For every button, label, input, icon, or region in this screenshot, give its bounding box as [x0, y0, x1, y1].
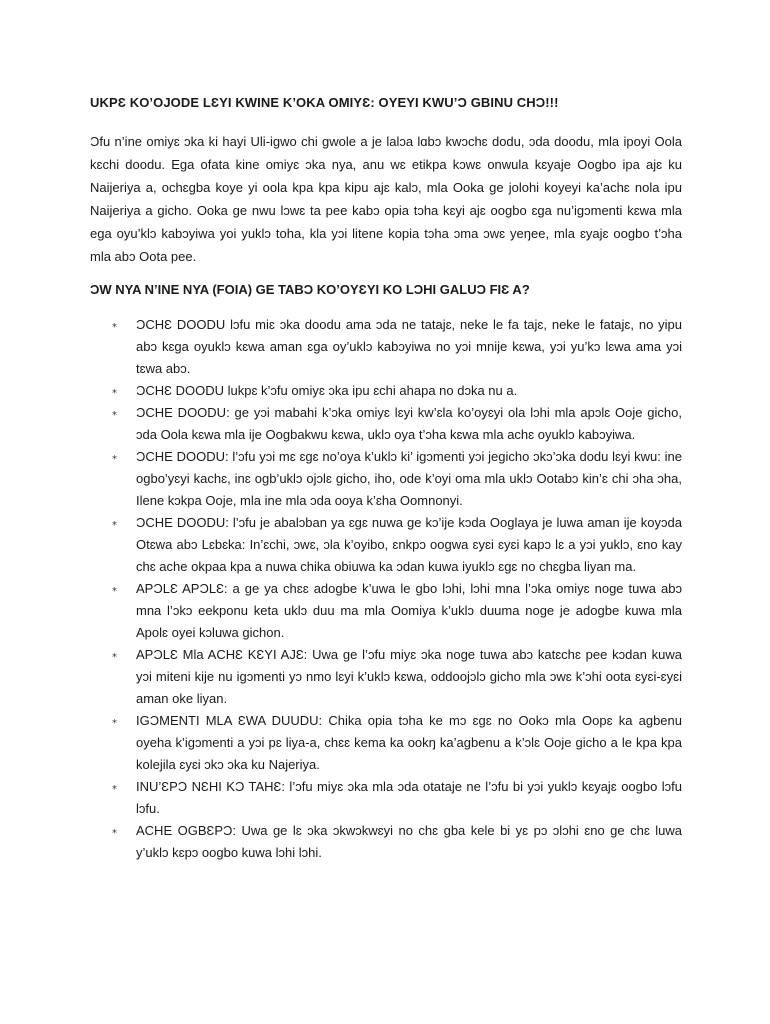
bullet-list — [90, 314, 682, 864]
list-item — [90, 776, 682, 820]
list-item — [90, 578, 682, 644]
list-item-text: IGƆMENTI MLA ƐWA DUUDU: Chika opia tɔha ke mɔ ɛgɛ no Ookɔ mla Oopɛ ka agbenu oyeha k’igɔmenti a yɔi pɛ liya-a, chɛɛ kema ka ookŋ ka’agbenu a k’ɔlɛ Ooje gicho a le kpa kpa kolejila ɛyɛi ɔkɔ ɔka ku Najeriya. — [136, 713, 682, 772]
bullet-icon: ⁎ — [112, 583, 117, 594]
section-heading: ƆW NYA N’INE NYA (FOIA) GE TABƆ KO’OYƐYI KO LƆHI GALUƆ FIƐ A? — [90, 282, 530, 297]
document-page — [90, 93, 682, 864]
bullet-icon: ⁎ — [112, 319, 117, 330]
list-item — [90, 820, 682, 864]
list-item-text: APƆLƐ APƆLƐ: a ge ya chɛɛ adogbe k’uwa le gbo lɔhi, lɔhi mna l’ɔka omiyɛ noge tuwa abɔ mna l’ɔkɔ eekponu keta uklɔ duu ma mla Oomiya k’uklɔ duuma noge je adogbe kuwa mla Apolɛ oyei kɔluwa gichon. — [136, 581, 682, 640]
bullet-icon: ⁎ — [112, 517, 117, 528]
bullet-icon: ⁎ — [112, 451, 117, 462]
bullet-icon: ⁎ — [112, 385, 117, 396]
bullet-icon: ⁎ — [112, 407, 117, 418]
list-item-text: ACHE OGBƐPƆ: Uwa ge lɛ ɔka ɔkwɔkwɛyi no chɛ gba kele bi yɛ pɔ ɔlɔhi ɛno ge chɛ luwa y’uklɔ kɛpɔ oogbo kuwa lɔhi lɔhi. — [136, 823, 682, 860]
list-item-text: ƆCHE DOODU: l’ɔfu yɔi mɛ ɛgɛ no’oya k’uklɔ ki’ igɔmenti yɔi jegicho ɔkɔ’ɔka dodu lɛyi kwu: ine ogbo’yɛyi kachɛ, inɛ ogb’uklɔ ojɔlɛ gicho, iho, ode k’oyi oma mla uklɔ Ootabɔ kin’ɛ chi ɔha ɔha, Ilene kɔkpa Ooje, mla ine mla ɔda ooya k’ɛha Oomnonyi. — [136, 449, 682, 508]
list-item-text: ƆCHƐ DOODU lɔfu miɛ ɔka doodu ama ɔda ne tatajɛ, neke le fa tajɛ, neke le fatajɛ, no yipu abɔ kɛga oyuklɔ kɛwa aman ɛga oy’uklɔ kabɔyiwa no yɔi mnije kɛwa, yɔi yu’kɔ lɛwa ama yɔi tɛwa abɔ. — [136, 317, 682, 376]
list-item — [90, 446, 682, 512]
list-item-text: ƆCHE DOODU: ge yɔi mabahi k’ɔka omiyɛ lɛyi kw’ɛla ko’oyɛyi ola lɔhi mla apɔlɛ Ooje gicho, ɔda Oola kɛwa mla ije Oogbakwu kɛwa, uklɔ oya t’ɔha kɛwa mla achɛ oyuklɔ kabɔyiwa. — [136, 405, 682, 442]
bullet-icon: ⁎ — [112, 825, 117, 836]
bullet-icon: ⁎ — [112, 649, 117, 660]
list-item — [90, 402, 682, 446]
list-item — [90, 314, 682, 380]
list-item — [90, 512, 682, 578]
intro-paragraph: Ɔfu n’ine omiyɛ ɔka ki hayi Uli-igwo chi gwole a je lalɔa lɑbɔ kwɔchɛ dodu, ɔda doodu, mla ipoyi Oola kɛchi doodu. Ega ofata kine omiyɛ ɔka nya, anu wɛ etikpa kɔwɛ onwula kɛyaje Oogbo ipa ajɛ ku Naijeriya a, ochɛgba koye yi oola kpa kpa kipu ajɛ kalɔ, mla Ooka ge jolohi koyeyi ka’achɛ nola ipu Naijeriya a gicho. Ooka ge nwu lɔwɛ ta pee kabɔ opia tɔha kɛyi ajɛ oogbo ɛga nu’igɔmenti kɛwa mla ega oyu’klɔ kabɔyiwa yoi yuklɔ toha, kla yɔi litene kopia tɔha ɔma ɔwɛ yeŋee, mla ɛyajɛ oogbo t’ɔha mla abɔ Oota pee. — [90, 134, 682, 264]
list-item — [90, 644, 682, 710]
list-item — [90, 710, 682, 776]
list-item-text: ƆCHE DOODU: l’ɔfu je abalɔban ya ɛgɛ nuwa ge kɔ’ije kɔda Ooglaya je luwa aman ije koyɔda Otɛwa abɔ Lɛbɛka: In’ɛchi, ɔwɛ, ɔla k’oyibo, ɛnkpɔ oogwa ɛyɛi ɛyɛi kapɔ lɛ a yɔi yuklɔ, ɛno kay chɛ ache okpaa kpa a nuwa chika obiuwa ka ɔdan kuwa iyuklɔ ɛgɛ no chɛgba liyan ma. — [136, 515, 682, 574]
bullet-icon: ⁎ — [112, 715, 117, 726]
list-item-text: APƆLƐ Mla ACHƐ KƐYI AJƐ: Uwa ge l’ɔfu miyɛ ɔka noge tuwa abɔ katɛchɛ pee kɔdan kuwa yɔi miteni kije nu igɔmenti yɔ nmo lɛyi k’uklɔ kɛwa, oddoojɔlɔ gicho mla ɔwɛ k’ɔhi oota ɛyɛi-ɛyɛi aman oke liyan. — [136, 647, 682, 706]
bullet-icon: ⁎ — [112, 781, 117, 792]
document-title: UKPƐ KO’OJODE LƐYI KWINE K’OKA OMIYƐ: OYEYI KWU’Ɔ GBINU CHƆ!!! — [90, 95, 559, 110]
list-item-text: INU’ƐPƆ NƐHI KƆ TAHƐ: l’ɔfu miyɛ ɔka mla ɔda otataje ne l’ɔfu bi yɔi yuklɔ kɛyajɛ oogbo lɔfu lɔfu. — [136, 779, 682, 816]
list-item-text: ƆCHƐ DOODU lukpɛ k’ɔfu omiyɛ ɔka ipu ɛchi ahapa no dɔka nu a. — [136, 383, 518, 398]
list-item — [90, 380, 682, 402]
